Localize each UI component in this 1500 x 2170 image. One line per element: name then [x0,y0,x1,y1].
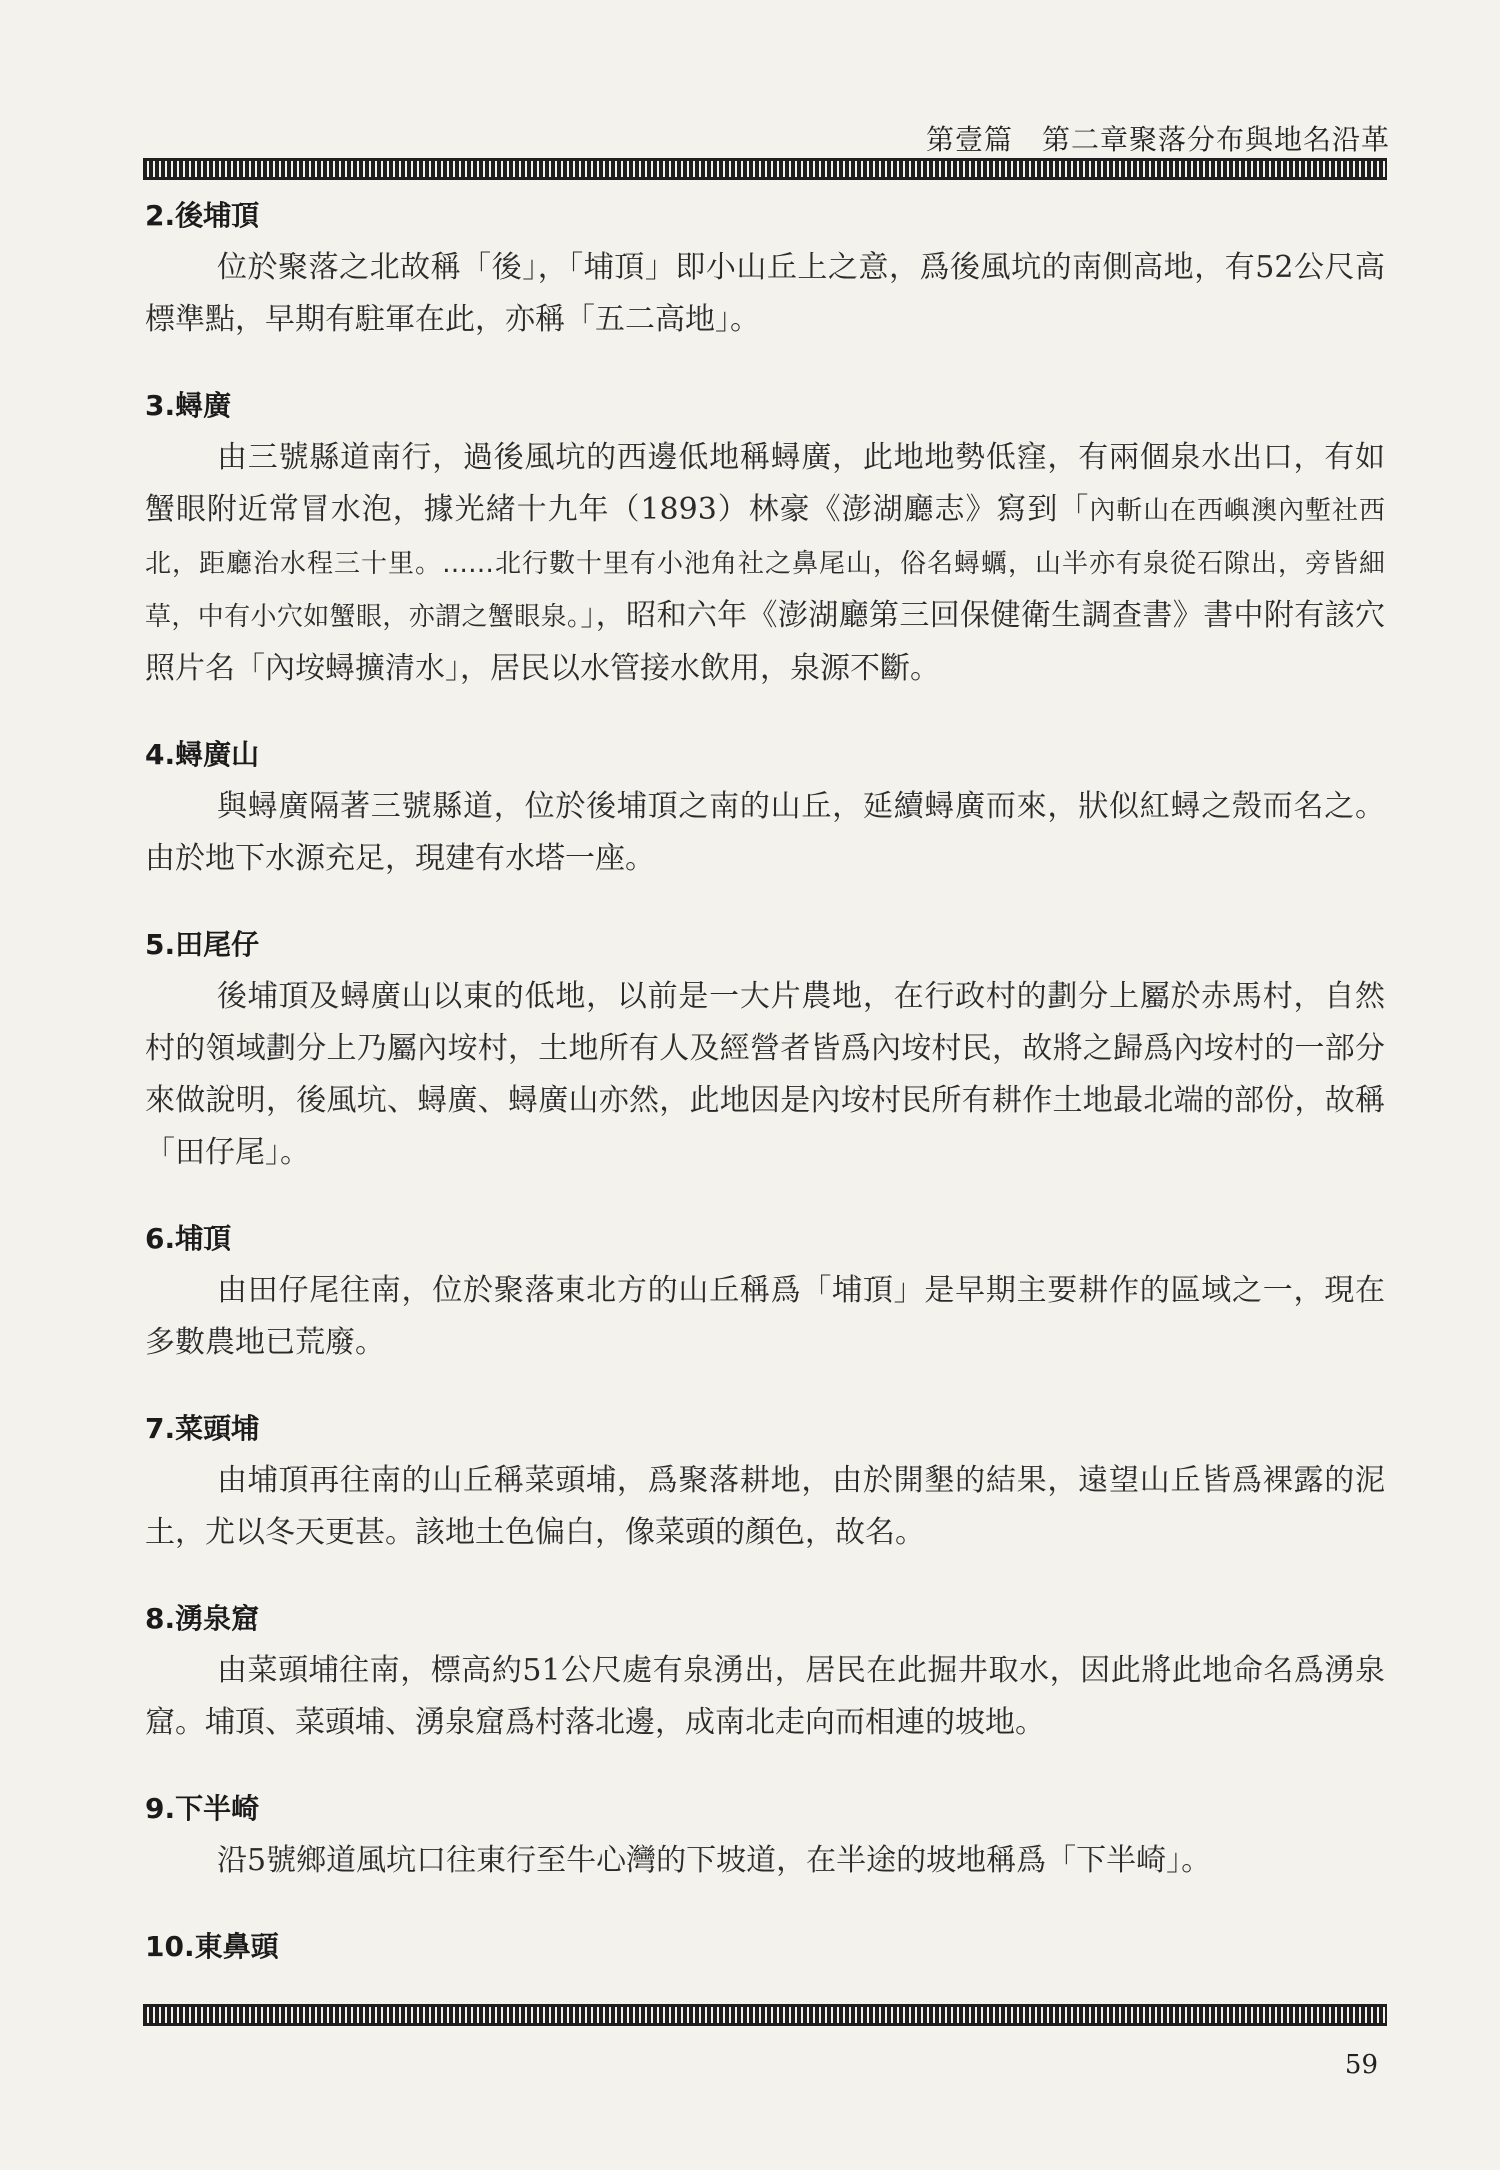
running-header: 第壹篇 第二章聚落分布與地名沿革 [925,123,1390,156]
section-title: 5.田尾仔 [145,928,260,961]
bottom-decorative-border [143,2004,1387,2026]
section-body: 由田仔尾往南，位於聚落東北方的山丘稱爲「埔頂」是早期主要耕作的區域之一，現在多數農地已荒廢。 [145,1273,1385,1360]
section-cai-tou-pu [145,1409,1385,1559]
section-title: 9.下半崎 [145,1792,260,1825]
section-pu-ding [145,1219,1385,1369]
section-body [145,432,1385,695]
section-xia-ban-qi [145,1789,1385,1887]
section-title: 7.菜頭埔 [145,1412,260,1445]
section-tian-wei-zai [145,925,1385,1179]
section-title: 2.後埔頂 [145,199,260,232]
top-decorative-border [143,158,1387,180]
section-body: 與蟳廣隔著三號縣道，位於後埔頂之南的山丘，延續蟳廣而來，狀似紅蟳之殼而名之。由於地下水源充足，現建有水塔一座。 [145,789,1385,876]
page-number: 59 [1344,2050,1378,2080]
section-body: 沿5號鄉道風坑口往東行至牛心灣的下坡道，在半途的坡地稱爲「下半崎」。 [217,1843,1212,1878]
section-body: 由菜頭埔往南，標高約51公尺處有泉湧出，居民在此掘井取水，因此將此地命名爲湧泉窟。埔頂、菜頭埔、湧泉窟爲村落北邊，成南北走向而相連的坡地。 [145,1653,1385,1740]
section-hou-pu-ding [145,196,1385,346]
section-title: 10.東鼻頭 [145,1930,279,1963]
section-title: 8.湧泉窟 [145,1602,260,1635]
page-content [145,196,1385,2007]
body-text-before-quote: 由三號縣道南行，過後風坑的西邊低地稱蟳廣，此地地勢低窪，有兩個泉水出口，有如蟹眼附近常冒水泡，據光緒十九年（1893）林豪《澎湖廳志》寫到「 [145,440,1385,527]
section-title: 6.埔頂 [145,1222,232,1255]
section-dong-bi-tou [145,1927,1385,1967]
section-yong-quan-ku [145,1599,1385,1749]
section-title: 4.蟳廣山 [145,738,260,771]
section-xun-guang [145,386,1385,695]
section-body: 位於聚落之北故稱「後」，「埔頂」即小山丘上之意，爲後風坑的南側高地，有52公尺高標準點，早期有駐軍在此，亦稱「五二高地」。 [145,250,1385,337]
section-body: 後埔頂及蟳廣山以東的低地，以前是一大片農地，在行政村的劃分上屬於赤馬村，自然村的領域劃分上乃屬內垵村，土地所有人及經營者皆爲內垵村民，故將之歸爲內垵村的一部分來做說明，後風坑、蟳廣、蟳廣山亦然，此地因是內垵村民所有耕作土地最北端的部份，故稱「田仔尾」。 [145,979,1385,1170]
section-body: 由埔頂再往南的山丘稱菜頭埔，爲聚落耕地，由於開墾的結果，遠望山丘皆爲裸露的泥土，尤以冬天更甚。該地土色偏白，像菜頭的顏色，故名。 [145,1463,1385,1550]
quoted-gazetteer-text: 內斬山在西嶼澳內塹社西北，距廳治水程三十里。……北行數十里有小池角社之鼻尾山，俗名蟳蠣，山半亦有泉從石隙出，旁皆細草，中有小穴如蟹眼，亦謂之蟹眼泉。 [145,496,1385,632]
section-title: 3.蟳廣 [145,389,232,422]
section-xun-guang-shan [145,735,1385,885]
body-text-after-quote: 」，昭和六年《澎湖廳第三回保健衛生調查書》書中附有該穴照片名「內垵蟳擴清水」，居民以水管接水飲用，泉源不斷。 [145,598,1385,686]
